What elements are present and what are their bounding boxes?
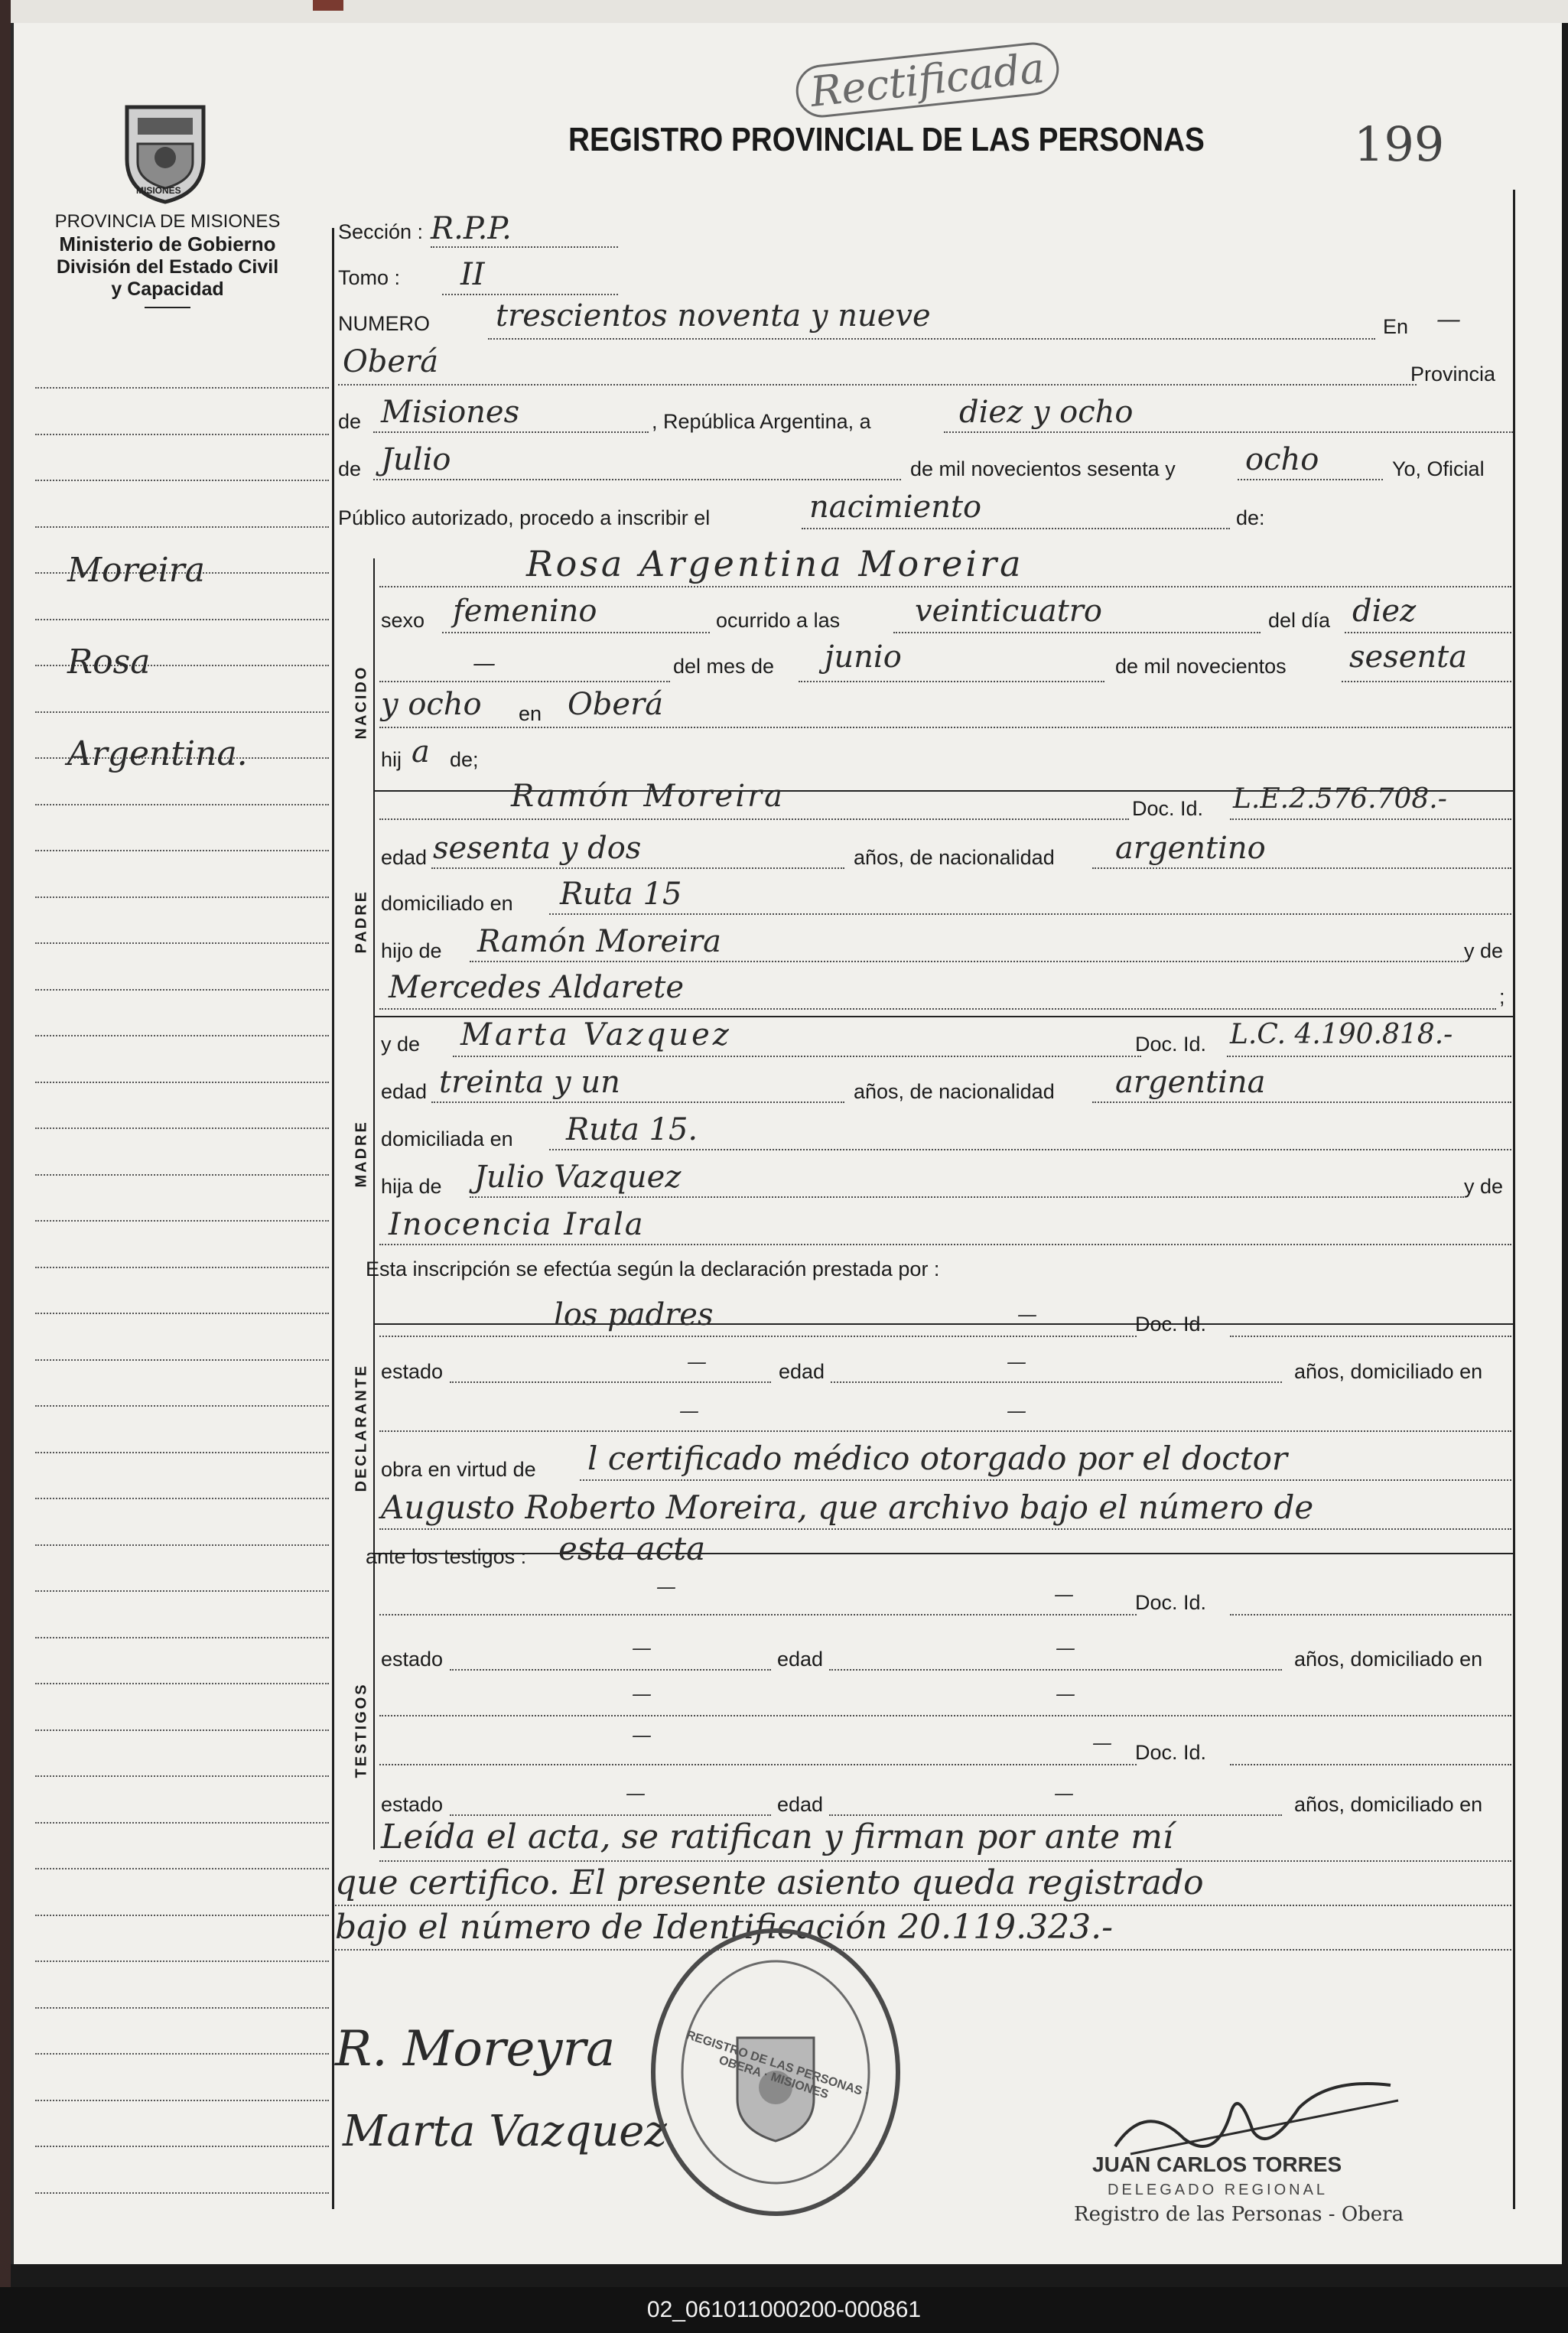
dots-lugar xyxy=(379,727,1511,728)
officer-title: DELEGADO REGIONAL xyxy=(1108,2182,1329,2198)
margin-ruling-line xyxy=(35,1868,329,1869)
label-declarante-estado: estado xyxy=(381,1360,444,1383)
margin-ruling-line xyxy=(35,989,329,991)
testigo2-name-dash: — xyxy=(632,1724,652,1747)
label-de-semicolon: de; xyxy=(450,748,479,771)
dots-madre-edad xyxy=(431,1101,844,1103)
label-de-provincia: de xyxy=(338,410,362,433)
label-seccion: Sección : xyxy=(338,220,424,243)
label-madre-dom: domiciliada en xyxy=(381,1127,513,1150)
dots-madre-madre xyxy=(379,1244,1511,1245)
margin-ruling-line xyxy=(35,1220,329,1222)
margin-ruling-line xyxy=(35,1452,329,1453)
testigo1-dom-dash-2: — xyxy=(1056,1683,1075,1706)
value-padre-madre: Mercedes Aldarete xyxy=(389,970,685,1005)
label-testigo1-edad: edad xyxy=(777,1648,824,1671)
value-sexo: femenino xyxy=(453,594,597,629)
margin-ruling-line xyxy=(35,1498,329,1499)
agency-block xyxy=(18,211,317,308)
agency-line-2: Ministerio de Gobierno xyxy=(59,233,276,255)
rectificada-stamp: Rectificada xyxy=(793,40,1061,120)
label-mil-sesenta: de mil novecientos sesenta y xyxy=(910,457,1176,480)
label-tomo: Tomo : xyxy=(338,266,401,289)
label-sexo: sexo xyxy=(381,609,425,632)
dots-padre-dom xyxy=(549,913,1511,915)
label-de-mes: de xyxy=(338,457,362,480)
value-ciudad: Oberá xyxy=(343,344,439,379)
testigo2-estado-dash: — xyxy=(626,1782,646,1805)
section-inner-border xyxy=(373,558,375,1850)
declarante-edad-dash: — xyxy=(1007,1351,1026,1374)
value-provincia: Misiones xyxy=(381,395,520,430)
officer-signature xyxy=(1100,2070,1406,2162)
testigo1-name-dash-2: — xyxy=(1054,1583,1074,1606)
margin-ruling-line xyxy=(35,434,329,435)
birth-record-page xyxy=(11,23,1562,2264)
value-madre-dom: Ruta 15. xyxy=(566,1112,698,1147)
margin-ruling-line xyxy=(35,942,329,944)
label-republica: , República Argentina, a xyxy=(652,410,871,433)
margin-ruling-line xyxy=(35,1267,329,1268)
dots-acto xyxy=(802,528,1230,529)
value-ante: esta acta xyxy=(558,1530,706,1567)
label-padre-y-de: y de xyxy=(1464,939,1504,962)
testigo2-name-dash-2: — xyxy=(1092,1732,1112,1755)
declarante-dash: — xyxy=(1017,1303,1037,1326)
value-tomo: II xyxy=(460,257,485,292)
dots-testigo1-estado xyxy=(450,1669,771,1671)
margin-note-second-name: Argentina. xyxy=(67,734,248,773)
margin-ruling-line xyxy=(35,804,329,805)
value-madre-madre: Inocencia Irala xyxy=(389,1207,645,1242)
dots-numero xyxy=(488,338,1375,340)
margin-ruling-line xyxy=(35,850,329,851)
margin-ruling-line xyxy=(35,1174,329,1176)
dots-seccion xyxy=(431,246,618,248)
dots-madre-doc xyxy=(1227,1056,1511,1057)
value-padre-padre: Ramón Moreira xyxy=(477,924,721,959)
dots-padre-doc xyxy=(1230,818,1511,820)
dots-madre-padre xyxy=(470,1196,1464,1198)
margin-ruling-line xyxy=(35,1035,329,1036)
form-right-border xyxy=(1513,190,1515,2209)
label-padre-doc: Doc. Id. xyxy=(1132,797,1204,820)
side-label-madre: MADRE xyxy=(353,1120,370,1188)
book-spine xyxy=(0,0,11,2295)
dots-testigo1-edad xyxy=(829,1669,1282,1671)
value-padre-doc: L.E.2.576.708.- xyxy=(1233,783,1447,815)
dots-obra-1 xyxy=(580,1479,1511,1481)
side-label-declarante: DECLARANTE xyxy=(353,1363,370,1492)
value-padre-nac: argentino xyxy=(1115,831,1266,866)
label-testigo2-anos-dom: años, domiciliado en xyxy=(1294,1793,1483,1816)
dots-madre-nombre xyxy=(453,1056,1141,1057)
value-dia: diez xyxy=(1352,594,1417,629)
dots-cierre-1 xyxy=(379,1860,1511,1862)
officer-name: JUAN CARLOS TORRES xyxy=(1092,2152,1342,2176)
margin-ruling-line xyxy=(35,480,329,481)
value-cierre-1: Leída el acta, se ratifican y firman por ante mí xyxy=(381,1817,1173,1856)
dots-madre-nac xyxy=(1092,1101,1511,1103)
dots-fecha-dia xyxy=(944,431,1513,433)
signature-father: R. Moreyra xyxy=(335,2021,616,2078)
declarante-estado-dash: — xyxy=(687,1351,707,1374)
crest-label: MISIONES xyxy=(136,185,181,196)
label-en: En xyxy=(1383,315,1409,338)
official-seal xyxy=(646,1923,906,2221)
section-sep-declarante xyxy=(373,1323,1513,1325)
form-left-border xyxy=(332,228,334,2209)
value-obra-1: l certificado médico otorgado por el doctor xyxy=(587,1440,1287,1477)
section-sep-testigos xyxy=(373,1553,1513,1554)
side-label-testigos: TESTIGOS xyxy=(353,1682,370,1778)
margin-ruling-line xyxy=(35,1915,329,1916)
dots-testigo1-name xyxy=(379,1614,1137,1616)
red-tab xyxy=(313,0,343,11)
dots-declarante-doc xyxy=(1230,1336,1511,1337)
label-ocurrido: ocurrido a las xyxy=(716,609,841,632)
value-dia-guion: — xyxy=(473,650,496,677)
dots-nombre xyxy=(379,586,1511,587)
dots-testigo2-edad xyxy=(829,1814,1282,1816)
label-declaracion: Esta inscripción se efectúa según la declaración prestada por : xyxy=(366,1258,940,1280)
testigo1-dom-dash: — xyxy=(632,1683,652,1706)
margin-ruling-line xyxy=(35,2007,329,2009)
dots-padre-nac xyxy=(1092,867,1511,869)
margin-ruling-line xyxy=(35,1544,329,1546)
label-de-colon: de: xyxy=(1236,506,1265,529)
top-strip xyxy=(11,0,1568,23)
dots-declarante-dom xyxy=(379,1430,1511,1432)
margin-ruling-line xyxy=(35,526,329,528)
margin-ruling-line xyxy=(35,387,329,389)
value-padre-nombre: Ramón Moreira xyxy=(511,779,785,814)
margin-ruling-line xyxy=(35,1127,329,1129)
value-madre-edad: treinta y un xyxy=(439,1065,620,1100)
testigo2-edad-dash: — xyxy=(1054,1782,1074,1805)
label-provincia: Provincia xyxy=(1410,363,1496,386)
value-madre-nombre: Marta Vazquez xyxy=(460,1017,732,1053)
dots-dia xyxy=(1345,632,1511,633)
dots-mes xyxy=(799,681,1104,682)
margin-ruling-line xyxy=(35,1960,329,1962)
margin-ruling-line xyxy=(35,1590,329,1592)
dots-declarante-edad xyxy=(831,1381,1282,1383)
label-publico: Público autorizado, procedo a inscribir el xyxy=(338,506,711,529)
margin-ruling-line xyxy=(35,896,329,898)
signature-mother: Marta Vazquez xyxy=(343,2107,667,2156)
value-numero: trescientos noventa y nueve xyxy=(496,298,931,334)
label-hij: hij xyxy=(381,748,402,771)
label-declarante-anos-dom: años, domiciliado en xyxy=(1294,1360,1483,1383)
declarante-dom-dash: — xyxy=(679,1400,699,1423)
agency-line-1: PROVINCIA DE MISIONES xyxy=(54,211,281,232)
label-numero: NUMERO xyxy=(338,312,430,335)
testigo1-name-dash: — xyxy=(656,1576,676,1599)
value-padre-edad: sesenta y dos xyxy=(433,831,642,866)
side-label-padre: PADRE xyxy=(353,889,370,954)
agency-underline xyxy=(145,307,190,308)
value-mes: junio xyxy=(825,639,902,675)
label-en-lugar: en xyxy=(519,702,542,725)
signature-scribble-icon xyxy=(1100,2070,1406,2162)
label-testigo1-doc: Doc. Id. xyxy=(1135,1591,1207,1614)
margin-ruling-line xyxy=(35,2146,329,2147)
value-cierre-2: que certifico. El presente asiento queda registrado xyxy=(335,1863,1204,1902)
agency-line-3: División del Estado Civil xyxy=(56,256,279,278)
value-ano-2: y ocho xyxy=(381,687,482,722)
footer-id: 02_061011000200-000861 xyxy=(0,2287,1568,2333)
margin-ruling-line xyxy=(35,1822,329,1824)
label-padre-nac: años, de nacionalidad xyxy=(854,846,1055,869)
dots-cierre-2 xyxy=(335,1905,1511,1906)
dots-declarante-estado xyxy=(450,1381,771,1383)
testigo1-edad-dash: — xyxy=(1056,1637,1075,1660)
dots-declarante xyxy=(379,1336,1137,1337)
label-padre-dom: domiciliado en xyxy=(381,892,513,915)
value-madre-doc: L.C. 4.190.818.- xyxy=(1230,1019,1453,1050)
label-madre-y-de: y de xyxy=(381,1033,421,1056)
page-number: 199 xyxy=(1354,116,1445,172)
margin-note-name: Rosa xyxy=(67,643,151,682)
value-madre-nac: argentina xyxy=(1115,1065,1266,1100)
margin-ruling-line xyxy=(35,1775,329,1777)
label-testigo1-estado: estado xyxy=(381,1648,444,1671)
officer-office: Registro de las Personas - Obera xyxy=(1074,2203,1404,2226)
value-madre-padre: Julio Vazquez xyxy=(474,1160,682,1195)
testigo1-estado-dash: — xyxy=(632,1637,652,1660)
dots-cierre-3 xyxy=(335,1949,1511,1951)
value-fecha-mes: Julio xyxy=(381,442,451,477)
dots-testigo1-dom xyxy=(379,1715,1511,1716)
label-madre-hija-de: hija de xyxy=(381,1175,442,1198)
value-lugar: Oberá xyxy=(568,687,664,722)
label-del-dia: del día xyxy=(1268,609,1331,632)
dots-padre-nombre xyxy=(379,818,1129,820)
label-madre-doc: Doc. Id. xyxy=(1135,1033,1207,1056)
margin-ruling-line xyxy=(35,2100,329,2101)
dots-ciudad xyxy=(338,384,1417,386)
value-fecha-dia: diez y ocho xyxy=(959,395,1134,430)
margin-ruling-line xyxy=(35,1683,329,1684)
value-ano-1: sesenta xyxy=(1349,639,1468,675)
label-del-mes: del mes de xyxy=(673,655,775,678)
margin-ruling-line xyxy=(35,2192,329,2194)
margin-ruling-line xyxy=(35,1082,329,1083)
label-mil-novecientos: de mil novecientos xyxy=(1115,655,1287,678)
dots-padre-edad xyxy=(431,867,844,869)
side-label-nacido: NACIDO xyxy=(353,665,370,740)
dots-ano-1 xyxy=(1342,681,1511,682)
dots-hora xyxy=(893,632,1261,633)
label-madre-edad: edad xyxy=(381,1080,428,1103)
label-madre-nac: años, de nacionalidad xyxy=(854,1080,1055,1103)
margin-ruling-line xyxy=(35,2053,329,2055)
margin-ruling-line xyxy=(35,1729,329,1731)
declarante-dom-dash-2: — xyxy=(1007,1400,1026,1423)
seal-text: REGISTRO DE LAS PERSONAS · OBERA · MISIONES xyxy=(685,2029,871,2102)
dots-dia-guion xyxy=(379,681,670,682)
dots-testigo2-name xyxy=(379,1764,1137,1765)
label-semicolon: ; xyxy=(1499,985,1505,1008)
value-declarante: los padres xyxy=(554,1297,714,1332)
label-yo-oficial: Yo, Oficial xyxy=(1392,457,1485,480)
value-hora: veinticuatro xyxy=(915,594,1102,629)
label-declarante-doc: Doc. Id. xyxy=(1135,1313,1207,1336)
margin-ruling-line xyxy=(35,711,329,713)
value-hij-suffix: a xyxy=(412,734,430,770)
margin-ruling-line xyxy=(35,1313,329,1314)
dots-sexo xyxy=(442,632,710,633)
margin-ruling-line xyxy=(35,619,329,620)
registry-title: REGISTRO PROVINCIAL DE LAS PERSONAS xyxy=(568,121,1205,158)
label-ante-testigos: ante los testigos : xyxy=(366,1545,527,1568)
dots-testigo1-doc xyxy=(1230,1614,1511,1616)
label-testigo2-edad: edad xyxy=(777,1793,824,1816)
dots-fecha-mes xyxy=(373,479,901,480)
agency-line-4: y Capacidad xyxy=(111,278,224,300)
label-obra: obra en virtud de xyxy=(381,1458,536,1481)
dots-padre-padre xyxy=(470,961,1464,962)
dots-padre-madre xyxy=(379,1008,1496,1010)
margin-ruling-line xyxy=(35,1359,329,1361)
value-acto: nacimiento xyxy=(809,490,982,525)
dots-testigo2-doc xyxy=(1230,1764,1511,1765)
value-nombre-nacido: Rosa Argentina Moreira xyxy=(526,543,1024,584)
margin-ruling-line xyxy=(35,1637,329,1638)
value-cierre-3: bajo el número de Identificación 20.119.323.- xyxy=(335,1908,1113,1947)
margin-note-surname: Moreira xyxy=(67,551,205,590)
dots-madre-dom xyxy=(549,1149,1511,1150)
value-seccion: R.P.P. xyxy=(431,211,512,246)
value-obra-2: Augusto Roberto Moreira, que archivo bajo el número de xyxy=(381,1489,1314,1526)
label-testigo2-estado: estado xyxy=(381,1793,444,1816)
value-fecha-ano: ocho xyxy=(1245,442,1319,477)
value-padre-dom: Ruta 15 xyxy=(560,877,682,912)
dots-obra-2 xyxy=(379,1528,1511,1530)
label-padre-edad: edad xyxy=(381,846,428,869)
margin-ruling-line xyxy=(35,1405,329,1407)
label-testigo2-doc: Doc. Id. xyxy=(1135,1741,1207,1764)
label-declarante-edad: edad xyxy=(779,1360,825,1383)
dots-fecha-ano xyxy=(1238,479,1383,480)
value-en: — xyxy=(1436,304,1461,334)
dots-testigo2-estado xyxy=(450,1814,771,1816)
label-madre-y-de-2: y de xyxy=(1464,1175,1504,1198)
dots-provincia xyxy=(373,431,649,433)
dots-tomo xyxy=(442,294,618,295)
label-padre-hijo-de: hijo de xyxy=(381,939,442,962)
label-testigo1-anos-dom: años, domiciliado en xyxy=(1294,1648,1483,1671)
